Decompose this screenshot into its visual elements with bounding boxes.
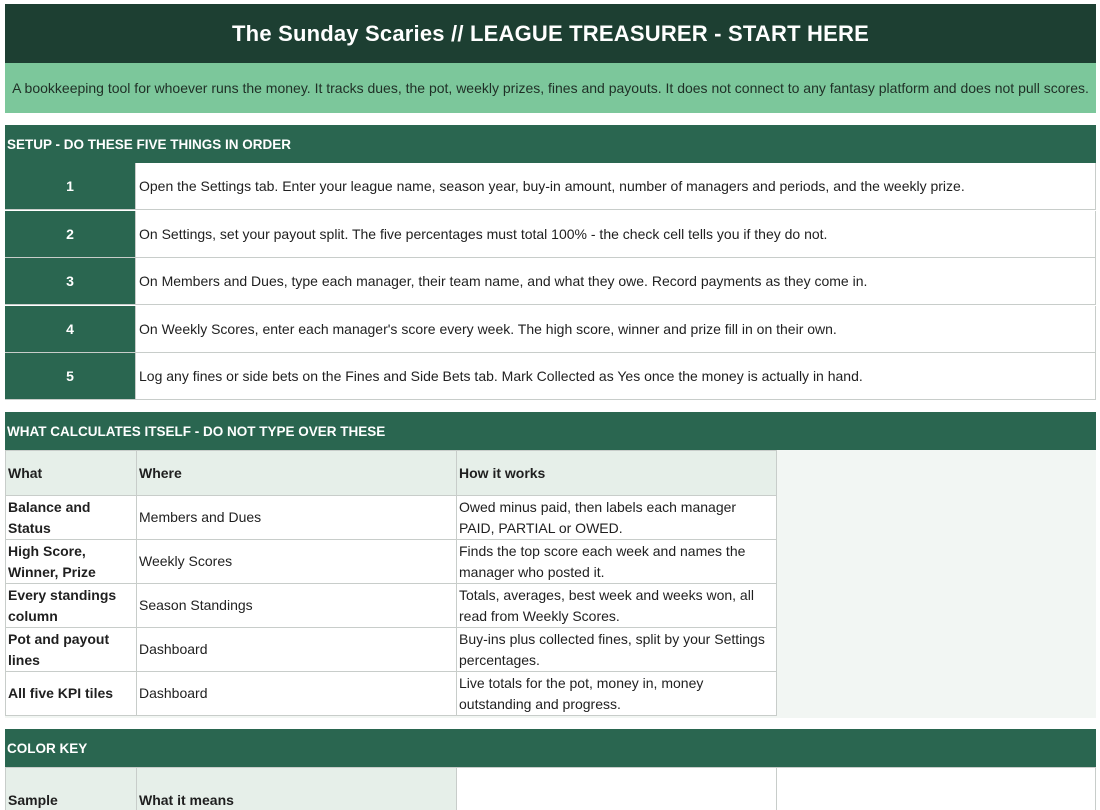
column-header-meaning[interactable]: What it means xyxy=(137,767,457,810)
cell-what[interactable]: All five KPI tiles xyxy=(6,672,137,716)
cell-how[interactable]: Owed minus paid, then labels each manager PAID, PARTIAL or OWED. xyxy=(457,496,777,540)
step-number-cell[interactable]: 3 xyxy=(5,258,136,304)
cell-how[interactable]: Buy-ins plus collected fines, split by your Settings percentages. xyxy=(457,628,777,672)
calc-section-header: WHAT CALCULATES ITSELF - DO NOT TYPE OVER THESE xyxy=(5,412,1096,450)
page-title: The Sunday Scaries // LEAGUE TREASURER - START HERE xyxy=(5,4,1096,63)
setup-step-row[interactable] xyxy=(5,163,1096,210)
setup-step-row[interactable] xyxy=(5,258,1096,305)
step-instruction-cell[interactable]: Log any fines or side bets on the Fines and Side Bets tab. Mark Collected as Yes once the money is actually in hand. xyxy=(136,353,1096,399)
step-number-cell[interactable]: 1 xyxy=(5,163,136,209)
setup-step-row[interactable] xyxy=(5,353,1096,400)
setup-step-row[interactable] xyxy=(5,211,1096,258)
color-key-header-row xyxy=(5,767,1096,810)
step-number-cell[interactable]: 2 xyxy=(5,211,136,257)
cell-how[interactable]: Finds the top score each week and names the manager who posted it. xyxy=(457,540,777,584)
color-key-section-header: COLOR KEY xyxy=(5,729,1096,767)
empty-cell[interactable] xyxy=(777,767,1096,810)
table-row xyxy=(6,584,777,628)
column-header-how[interactable]: How it works xyxy=(457,451,777,496)
table-row xyxy=(6,628,777,672)
step-instruction-cell[interactable]: Open the Settings tab. Enter your league name, season year, buy-in amount, number of managers and periods, and the weekly prize. xyxy=(136,163,1096,209)
cell-how[interactable]: Live totals for the pot, money in, money outstanding and progress. xyxy=(457,672,777,716)
column-header-sample[interactable]: Sample xyxy=(5,767,137,810)
cell-how[interactable]: Totals, averages, best week and weeks won, all read from Weekly Scores. xyxy=(457,584,777,628)
calc-table xyxy=(5,450,777,716)
column-header-where[interactable]: Where xyxy=(137,451,457,496)
setup-section-header: SETUP - DO THESE FIVE THINGS IN ORDER xyxy=(5,125,1096,163)
step-number-cell[interactable]: 5 xyxy=(5,353,136,399)
table-row xyxy=(6,672,777,716)
step-number-cell[interactable]: 4 xyxy=(5,306,136,352)
cell-where[interactable]: Members and Dues xyxy=(137,496,457,540)
calc-table-area xyxy=(5,450,1096,718)
page-subtitle: A bookkeeping tool for whoever runs the money. It tracks dues, the pot, weekly prizes, fines and payouts. It does not connect to any fantasy platform and does not pull scores. xyxy=(5,63,1096,113)
step-instruction-cell[interactable]: On Weekly Scores, enter each manager's score every week. The high score, winner and prize fill in on their own. xyxy=(136,306,1096,352)
table-row xyxy=(6,540,777,584)
empty-cell[interactable] xyxy=(457,767,777,810)
cell-what[interactable]: High Score, Winner, Prize xyxy=(6,540,137,584)
cell-where[interactable]: Weekly Scores xyxy=(137,540,457,584)
cell-where[interactable]: Dashboard xyxy=(137,628,457,672)
column-header-what[interactable]: What xyxy=(6,451,137,496)
cell-where[interactable]: Season Standings xyxy=(137,584,457,628)
table-row xyxy=(6,496,777,540)
cell-where[interactable]: Dashboard xyxy=(137,672,457,716)
setup-step-row[interactable] xyxy=(5,306,1096,353)
step-instruction-cell[interactable]: On Settings, set your payout split. The five percentages must total 100% - the check cell tells you if they do not. xyxy=(136,211,1096,257)
step-instruction-cell[interactable]: On Members and Dues, type each manager, their team name, and what they owe. Record payments as they come in. xyxy=(136,258,1096,304)
cell-what[interactable]: Every standings column xyxy=(6,584,137,628)
cell-what[interactable]: Balance and Status xyxy=(6,496,137,540)
cell-what[interactable]: Pot and payout lines xyxy=(6,628,137,672)
calc-header-row xyxy=(6,451,777,496)
